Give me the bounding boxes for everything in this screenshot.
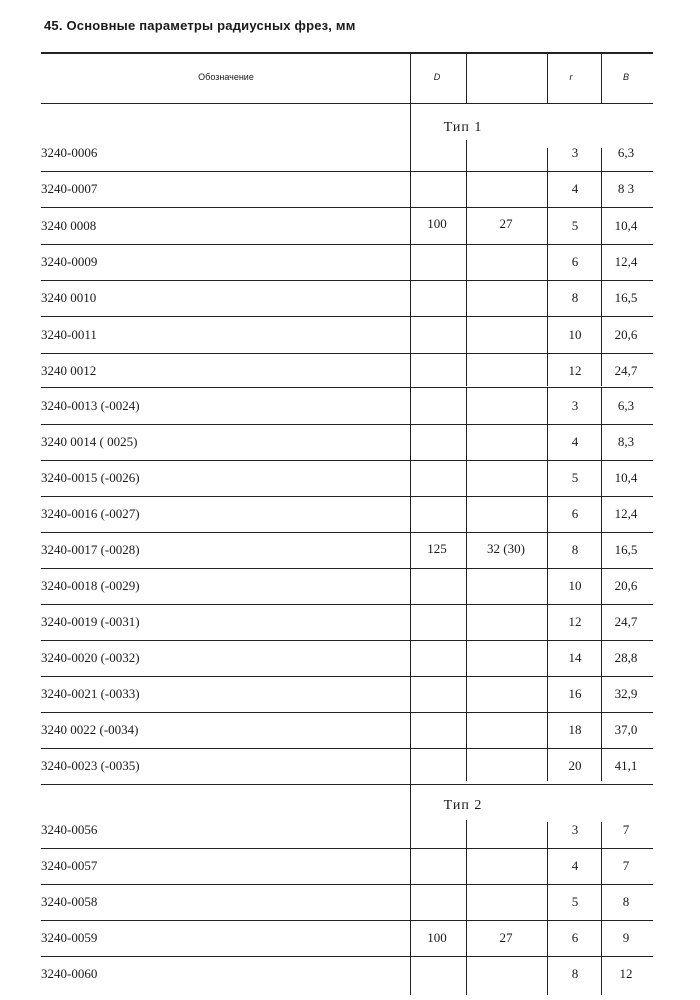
designation-cell: 3240-0060 bbox=[41, 966, 98, 981]
row-rule bbox=[41, 920, 653, 921]
r-cell: 8 bbox=[571, 542, 579, 557]
designation-cell: 3240-0018 (-0029) bbox=[41, 578, 140, 593]
r-cell: 8 bbox=[571, 290, 579, 306]
table-top-rule bbox=[41, 52, 653, 54]
row-rule bbox=[41, 207, 653, 208]
header-divider bbox=[410, 54, 411, 103]
r-cell: 5 bbox=[571, 217, 579, 233]
row-rule bbox=[41, 676, 653, 677]
r-cell: 6 bbox=[571, 930, 579, 945]
designation-cell: 3240 0010 bbox=[41, 290, 97, 306]
designation-cell: 3240 0008 bbox=[41, 217, 97, 233]
b-cell: 24,7 bbox=[614, 614, 638, 629]
r-cell: 6 bbox=[571, 506, 579, 521]
group-2-bore: 32 (30) bbox=[487, 541, 525, 556]
r-cell: 5 bbox=[571, 470, 579, 485]
r-cell: 3 bbox=[571, 822, 579, 837]
row-rule bbox=[41, 353, 653, 354]
r-cell: 20 bbox=[568, 758, 582, 773]
row-rule bbox=[41, 604, 653, 605]
type-1-label: Тип 1 bbox=[443, 120, 483, 135]
r-cell: 6 bbox=[571, 253, 579, 269]
row-rule bbox=[41, 884, 653, 885]
column-divider bbox=[466, 387, 467, 781]
row-rule bbox=[41, 496, 653, 497]
group-2-diameter: 125 bbox=[427, 541, 447, 556]
column-divider bbox=[601, 148, 602, 386]
header-divider bbox=[466, 54, 467, 103]
header-d-diameter: D bbox=[433, 72, 441, 82]
r-cell: 5 bbox=[571, 894, 579, 909]
header-bottom-rule bbox=[41, 103, 653, 104]
header-designation: Обозначение bbox=[198, 72, 254, 82]
header-r-radius: r bbox=[569, 72, 573, 82]
b-cell: 37,0 bbox=[614, 722, 638, 737]
r-cell: 8 bbox=[571, 966, 579, 981]
designation-cell: 3240-0007 bbox=[41, 181, 98, 197]
designation-cell: 3240-0019 (-0031) bbox=[41, 614, 140, 629]
column-divider bbox=[410, 103, 411, 995]
b-cell: 28,8 bbox=[614, 650, 638, 665]
b-cell: 20,6 bbox=[614, 326, 638, 342]
row-rule bbox=[41, 316, 653, 317]
r-cell: 12 bbox=[568, 614, 582, 629]
group-1-bore: 27 bbox=[499, 216, 513, 231]
b-cell: 8 bbox=[622, 894, 630, 909]
row-rule bbox=[41, 712, 653, 713]
header-divider bbox=[547, 54, 548, 103]
b-cell: 32,9 bbox=[614, 686, 638, 701]
header-divider bbox=[601, 54, 602, 103]
row-rule bbox=[41, 848, 653, 849]
b-cell: 6,3 bbox=[617, 398, 635, 413]
group-3-diameter: 100 bbox=[427, 930, 447, 945]
b-cell: 7 bbox=[622, 858, 630, 873]
designation-cell: 3240-0011 bbox=[41, 326, 97, 342]
r-cell: 10 bbox=[568, 578, 582, 593]
r-cell: 18 bbox=[568, 722, 582, 737]
b-cell: 10,4 bbox=[614, 470, 638, 485]
b-cell: 8,3 bbox=[617, 434, 635, 449]
b-cell: 12,4 bbox=[614, 506, 638, 521]
designation-cell: 3240-0015 (-0026) bbox=[41, 470, 140, 485]
page-title: 45. Основные параметры радиусных фрез, мм bbox=[44, 18, 356, 33]
r-cell: 14 bbox=[568, 650, 582, 665]
designation-cell: 3240 0014 ( 0025) bbox=[41, 434, 138, 449]
b-cell: 16,5 bbox=[614, 290, 638, 306]
designation-cell: 3240-0021 (-0033) bbox=[41, 686, 140, 701]
b-cell: 7 bbox=[622, 822, 630, 837]
r-cell: 4 bbox=[571, 434, 579, 449]
r-cell: 12 bbox=[568, 362, 582, 378]
designation-cell: 3240-0013 (-0024) bbox=[41, 398, 140, 413]
designation-cell: 3240 0022 (-0034) bbox=[41, 722, 139, 737]
column-divider bbox=[547, 148, 548, 386]
designation-cell: 3240-0058 bbox=[41, 894, 98, 909]
b-cell: 6,3 bbox=[617, 145, 635, 160]
r-cell: 3 bbox=[571, 145, 579, 160]
designation-cell: 3240-0059 bbox=[41, 930, 98, 945]
r-cell: 4 bbox=[571, 181, 579, 197]
row-rule bbox=[41, 532, 653, 533]
row-rule bbox=[41, 460, 653, 461]
row-rule bbox=[41, 171, 653, 172]
b-cell: 20,6 bbox=[614, 578, 638, 593]
designation-cell: 3240 0012 bbox=[41, 362, 97, 378]
b-cell: 10,4 bbox=[614, 217, 638, 233]
row-rule bbox=[41, 640, 653, 641]
b-cell: 9 bbox=[622, 930, 630, 945]
type-2-label: Тип 2 bbox=[443, 798, 483, 813]
row-rule bbox=[41, 956, 653, 957]
b-cell: 41,1 bbox=[614, 758, 638, 773]
row-rule bbox=[41, 568, 653, 569]
b-cell: 12,4 bbox=[614, 253, 638, 269]
group-separator bbox=[41, 387, 653, 388]
row-rule bbox=[41, 244, 653, 245]
designation-cell: 3240-0006 bbox=[41, 145, 98, 160]
row-rule bbox=[41, 280, 653, 281]
row-rule bbox=[41, 748, 653, 749]
column-divider bbox=[466, 140, 467, 386]
column-divider bbox=[601, 387, 602, 781]
r-cell: 16 bbox=[568, 686, 582, 701]
designation-cell: 3240-0056 bbox=[41, 822, 98, 837]
designation-cell: 3240-0017 (-0028) bbox=[41, 542, 140, 557]
r-cell: 4 bbox=[571, 858, 579, 873]
designation-cell: 3240-0023 (-0035) bbox=[41, 758, 140, 773]
group-separator bbox=[41, 784, 653, 785]
b-cell: 24,7 bbox=[614, 362, 638, 378]
column-divider bbox=[547, 387, 548, 781]
designation-cell: 3240-0020 (-0032) bbox=[41, 650, 140, 665]
group-1-diameter: 100 bbox=[427, 216, 447, 231]
row-rule bbox=[41, 424, 653, 425]
r-cell: 10 bbox=[568, 326, 582, 342]
group-3-bore: 27 bbox=[499, 930, 513, 945]
designation-cell: 3240-0009 bbox=[41, 253, 98, 269]
b-cell: 8 3 bbox=[617, 181, 635, 197]
designation-cell: 3240-0057 bbox=[41, 858, 98, 873]
b-cell: 16,5 bbox=[614, 542, 638, 557]
b-cell: 12 bbox=[619, 966, 633, 981]
designation-cell: 3240-0016 (-0027) bbox=[41, 506, 140, 521]
column-divider bbox=[466, 820, 467, 995]
header-b-width: B bbox=[622, 72, 630, 82]
r-cell: 3 bbox=[571, 398, 579, 413]
